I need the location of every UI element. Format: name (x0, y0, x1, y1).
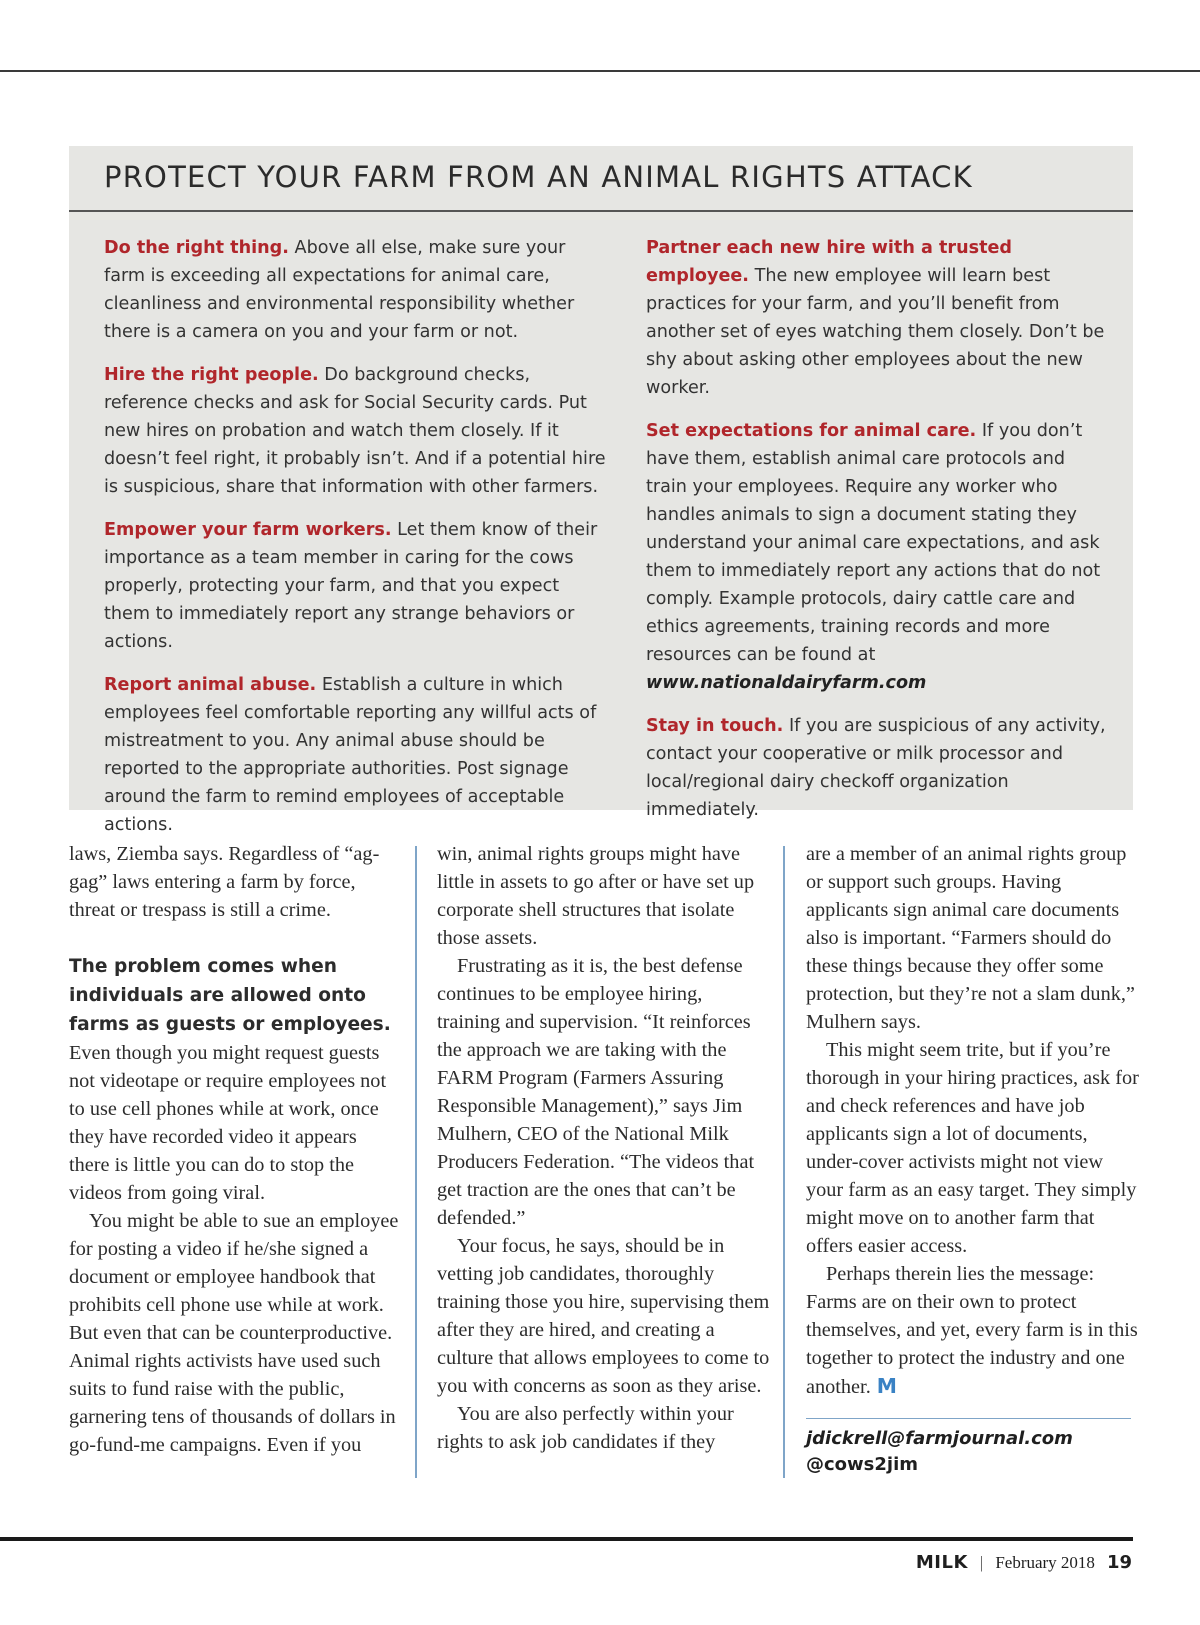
tip-heading: Set expectations for animal care. (646, 421, 977, 441)
lead-in-bold: The problem comes when individuals are allowed onto farms as guests or employees. (69, 956, 391, 1035)
tip-text: Above all else, make sure your farm is exceeding all expectations for animal care, cleanliness and environmental responsibility whether there is a camera on you and your farm or not. (104, 238, 575, 342)
tip-set-expectations (646, 417, 1106, 697)
footer-separator: | (979, 1553, 984, 1572)
tip-report-abuse (104, 671, 609, 839)
article-column-1 (69, 840, 402, 1459)
byline-divider (806, 1418, 1131, 1419)
tip-stay-in-touch (646, 712, 1106, 824)
tip-text: Let them know of their importance as a team member in caring for the cows properly, protecting your farm, and that you expect them to immediately report any strange behaviors or actions. (104, 520, 598, 652)
tip-text: If you are suspicious of any activity, contact your cooperative or milk processor and local/regional dairy checkoff organization immediately. (646, 716, 1106, 820)
article-column-2 (437, 840, 770, 1456)
issue-date: February 2018 (995, 1553, 1095, 1572)
top-rule (0, 70, 1200, 72)
body-paragraph: Your focus, he says, should be in vetting job candidates, thoroughly training those you hire, supervising them after they are hired, and creating a culture that allows employees to come to you with concerns as soon as they arise. (437, 1235, 770, 1397)
tip-partner-new-hire (646, 234, 1106, 402)
tip-text: Do background checks, reference checks and ask for Social Security cards. Put new hires on probation and watch them closely. If it doesn’t feel right, it probably isn’t. And if a potential hire is suspicious, share that information with other farmers. (104, 365, 606, 497)
body-paragraph (69, 952, 402, 1207)
sidebar-box (69, 146, 1133, 835)
sidebar-divider (69, 210, 1133, 212)
tip-heading: Do the right thing. (104, 238, 289, 258)
tip-text: The new employee will learn best practices for your farm, and you’ll benefit from another set of eyes watching them closely. Don’t be shy about asking other employees about the new worker. (646, 266, 1105, 398)
sidebar-left-column (104, 234, 609, 854)
paragraph-text: Perhaps therein lies the message: Farms are on their own to protect themselves, and yet, every farm is in this together to protect the industry and one another. (806, 1263, 1138, 1398)
sidebar-right-column (646, 234, 1106, 839)
author-handle[interactable]: @cows2jim (806, 1454, 918, 1475)
tip-text: Establish a culture in which employees feel comfortable reporting any willful acts of mistreatment to you. Any animal abuse should be reported to the appropriate authorities. Post signage around the farm to remind employees of acceptable actions. (104, 675, 597, 835)
body-paragraph: This might seem trite, but if you’re thorough in your hiring practices, ask for and check references and have job applicants sign a lot of documents, under-cover activists might not view your farm as an easy target. They simply might move on to another farm that offers easier access. (806, 1039, 1139, 1257)
tip-hire-right-people (104, 361, 609, 501)
author-email[interactable]: jdickrell@farmjournal.com (806, 1428, 1073, 1449)
tip-heading: Stay in touch. (646, 716, 784, 736)
magazine-logo: MILK (915, 1552, 968, 1573)
bottom-rule (0, 1537, 1133, 1541)
body-paragraph: win, animal rights groups might have little in assets to go after or have set up corporate shell structures that isolate those assets. (437, 843, 755, 949)
body-paragraph: are a member of an animal rights group or support such groups. Having applicants sign animal care documents also is important. “Farmers should do these things because they offer some protection, but they’re not a slam dunk,” Mulhern says. (806, 843, 1135, 1033)
tip-text: If you don’t have them, establish animal care protocols and train your employees. Require any worker who handles animals to sign a document stating they understand your animal care expectations, and ask them to immediately report any actions that do not comply. Example protocols, dairy cattle care and ethics agreements, training records and more resources can be found at (646, 421, 1101, 665)
nationaldairyfarm-link[interactable]: www.nationaldairyfarm.com (646, 673, 927, 693)
body-paragraph: You are also perfectly within your rights to ask job candidates if they (437, 1403, 734, 1453)
body-paragraph: laws, Ziemba says. Regardless of “ag-gag” laws entering a farm by force, threat or trespass is still a crime. (69, 843, 380, 921)
tip-heading: Partner each new hire with a trusted employee. (646, 238, 1013, 286)
body-paragraph: You might be able to sue an employee for posting a video if he/she signed a document or employee handbook that prohibits cell phone use while at work. But even that can be counterproductive. Animal rights activists have used such suits to fund raise with the public, garnering tens of thousands of dollars in go-fund-me campaigns. Even if you (69, 1210, 399, 1456)
body-paragraph: Frustrating as it is, the best defense continues to be employee hiring, training and supervision. “It reinforces the approach we are taking with the FARM Program (Farmers Assuring Responsible Management),” says Jim Mulhern, CEO of the National Milk Producers Federation. “The videos that get traction are the ones that can’t be defended.” (437, 955, 755, 1229)
tip-heading: Report animal abuse. (104, 675, 317, 695)
tip-heading: Empower your farm workers. (104, 520, 392, 540)
tip-do-right-thing (104, 234, 609, 346)
page-number: 19 (1106, 1552, 1132, 1573)
sidebar-title: PROTECT YOUR FARM FROM AN ANIMAL RIGHTS ATTACK (104, 160, 973, 194)
tip-heading: Hire the right people. (104, 365, 319, 385)
column-divider (415, 846, 417, 1478)
article-column-3 (806, 840, 1139, 1401)
paragraph-text: Even though you might request guests not videotape or require employees not to use cell phones while at work, once they have recorded video it appears there is little you can do to stop the videos from going viral. (69, 1042, 387, 1204)
column-divider (783, 846, 785, 1478)
end-mark-icon: M (876, 1374, 897, 1398)
body-paragraph (806, 1260, 1139, 1401)
page-footer (916, 1552, 1132, 1573)
tip-empower-workers (104, 516, 609, 656)
author-byline (806, 1426, 1073, 1478)
